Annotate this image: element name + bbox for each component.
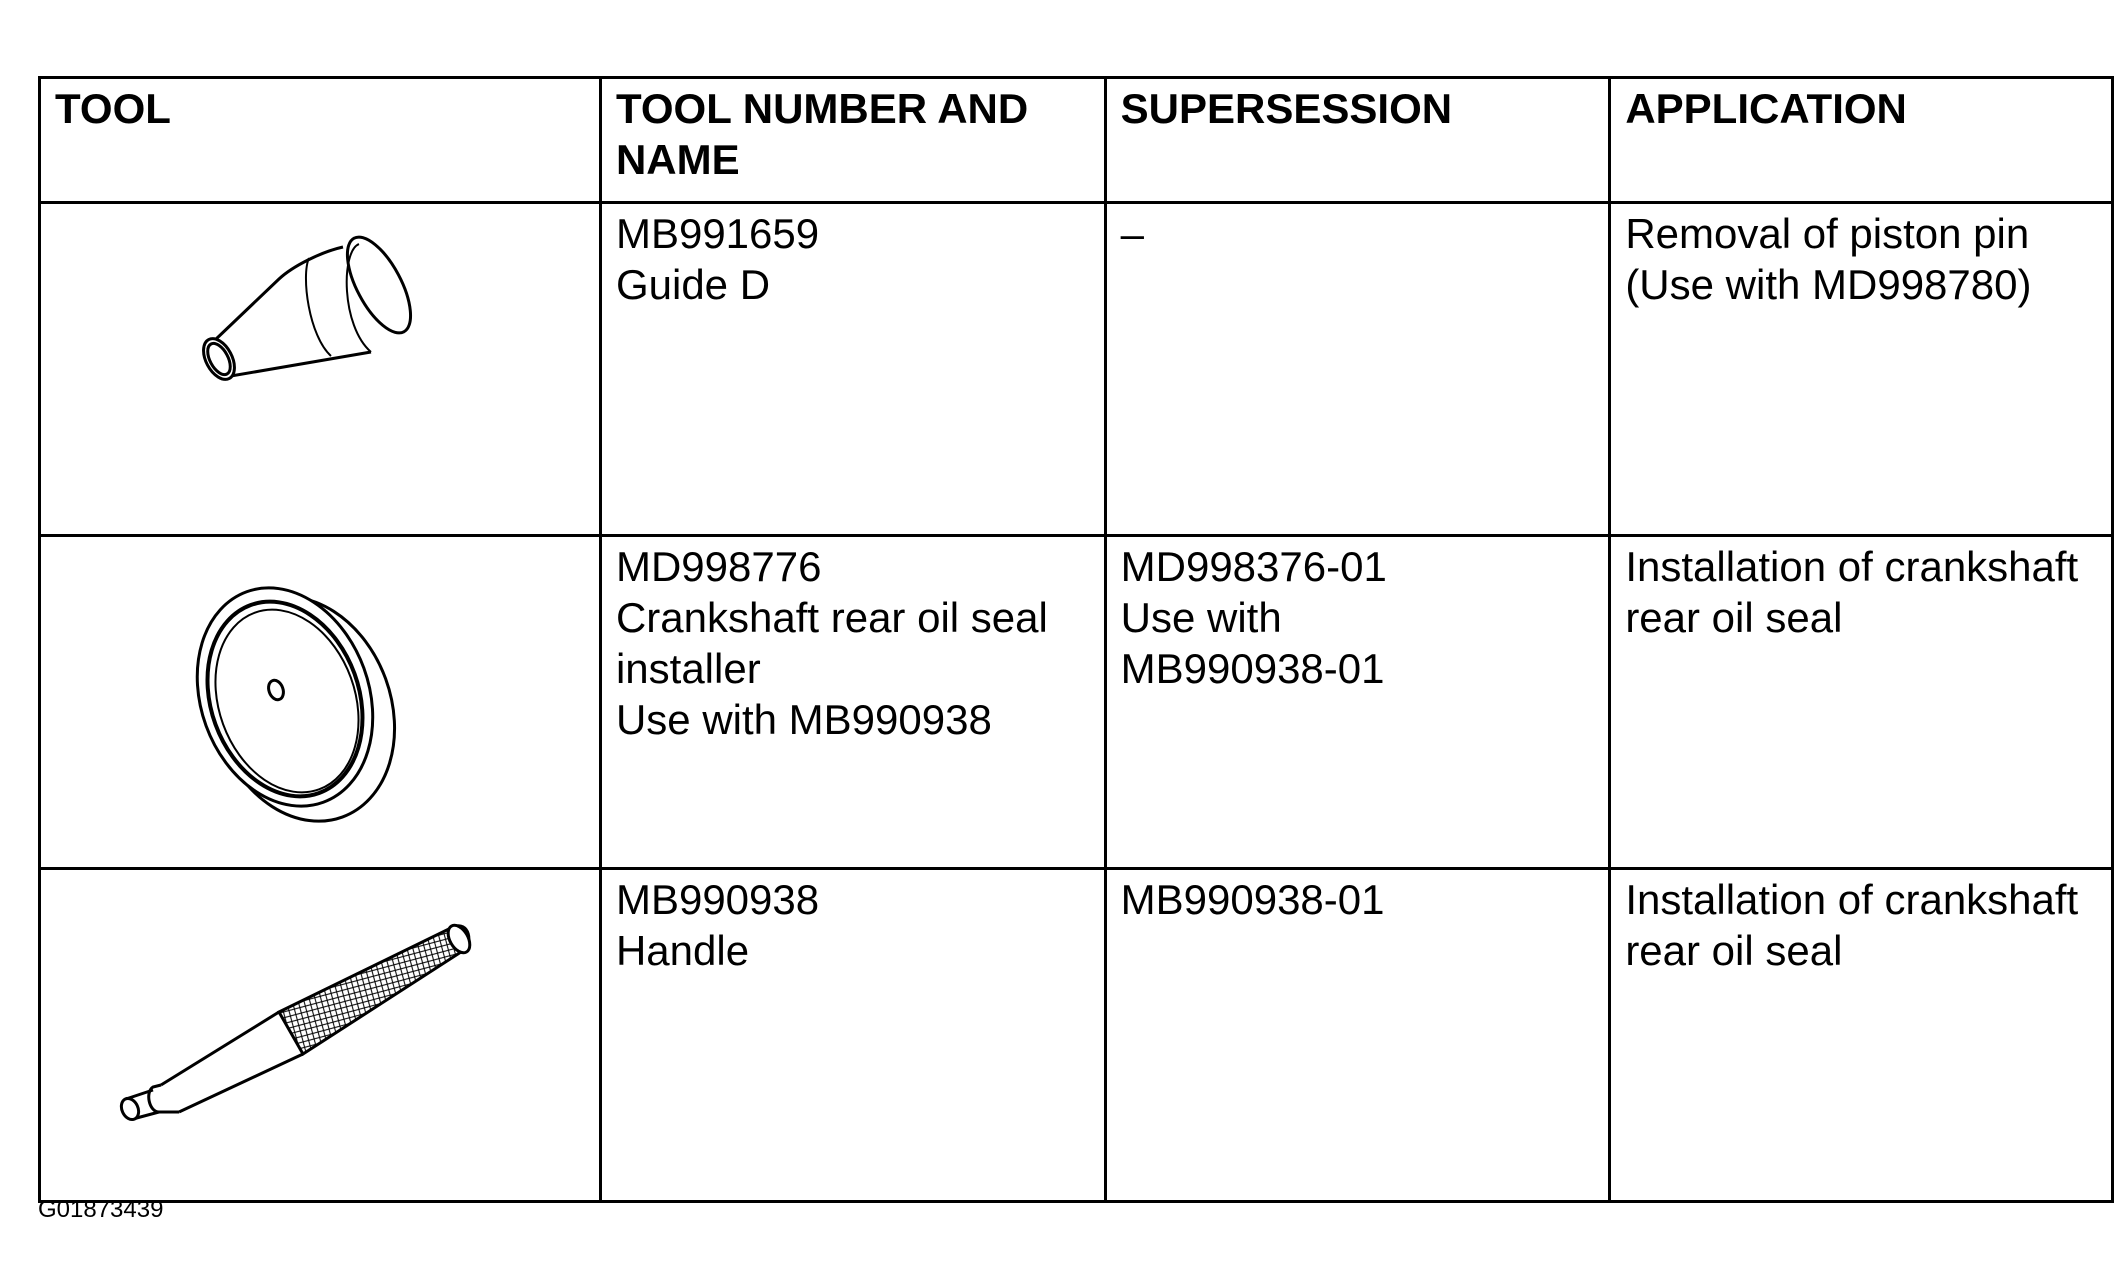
tool-name-line: installer [615, 645, 761, 692]
table-row [40, 869, 2113, 1202]
table-row [40, 203, 2113, 536]
application-line: rear oil seal [1625, 927, 1843, 974]
header-tool [40, 78, 601, 203]
application-line: rear oil seal [1625, 594, 1843, 641]
supersession-cell [1105, 203, 1610, 536]
supersession-line: Use with [1120, 594, 1282, 641]
application-cell [1610, 203, 2113, 536]
tool-name-line: Use with MB990938 [615, 696, 992, 743]
header-tool-label: TOOL [55, 85, 171, 132]
header-application [1610, 78, 2113, 203]
supersession-cell [1105, 869, 1610, 1202]
tool-image-cell [40, 203, 601, 536]
tool-image-cell [40, 536, 601, 869]
application-cell [1610, 869, 2113, 1202]
supersession-cell [1105, 536, 1610, 869]
supersession-line: MB990938-01 [1120, 645, 1385, 692]
tool-number: MD998776 [615, 543, 822, 590]
tool-image-cell [40, 869, 601, 1202]
header-application-label: APPLICATION [1625, 85, 1907, 132]
header-tool-number-label-line2: NAME [615, 136, 740, 183]
header-tool-number-label-line1: TOOL NUMBER AND [615, 85, 1029, 132]
application-line: (Use with MD998780) [1625, 261, 2032, 308]
supersession-line: – [1120, 210, 1144, 257]
tool-number-cell [600, 869, 1105, 1202]
header-supersession [1105, 78, 1610, 203]
oil-seal-installer-icon [41, 537, 599, 867]
application-line: Removal of piston pin [1625, 210, 2030, 257]
supersession-line: MB990938-01 [1120, 876, 1385, 923]
tool-number-cell [600, 203, 1105, 536]
table-row [40, 536, 2113, 869]
application-cell [1610, 536, 2113, 869]
tool-number-cell [600, 536, 1105, 869]
header-tool-number-and-name [600, 78, 1105, 203]
tool-name-line: Guide D [615, 261, 771, 308]
tool-name-line: Handle [615, 927, 750, 974]
figure-id: G01873439 [38, 1196, 164, 1223]
table-header-row [40, 78, 2113, 203]
tool-number: MB990938 [615, 876, 820, 923]
application-line: Installation of crankshaft [1625, 543, 2079, 590]
special-tools-table [38, 76, 2114, 1203]
application-line: Installation of crankshaft [1625, 876, 2079, 923]
handle-icon [41, 870, 599, 1200]
header-supersession-label: SUPERSESSION [1120, 85, 1453, 132]
supersession-line: MD998376-01 [1120, 543, 1387, 590]
guide-d-cone-icon [41, 204, 599, 534]
tool-name-line: Crankshaft rear oil seal [615, 594, 1048, 641]
tool-number: MB991659 [615, 210, 820, 257]
